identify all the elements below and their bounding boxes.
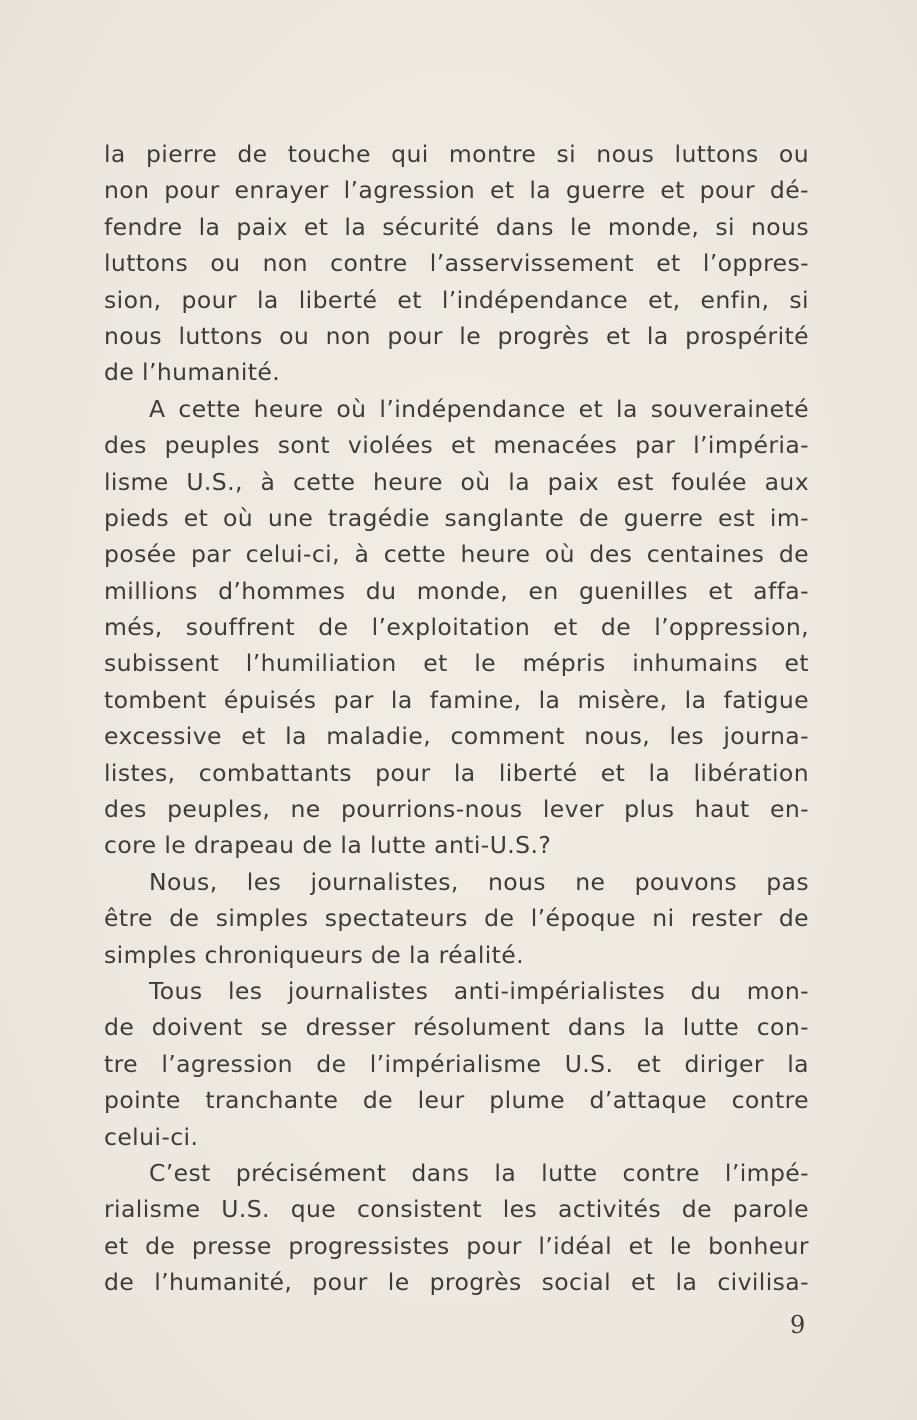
text-line: subissent l’humiliation et le mépris inhumains et (104, 649, 809, 678)
text-line: Tous les journalistes anti-impérialistes du mon- (149, 976, 809, 1005)
text-line: de l’humanité, pour le progrès social et la civilisa- (104, 1268, 809, 1297)
text-line: A cette heure où l’indépendance et la souveraineté (149, 394, 809, 423)
text-line: core le drapeau de la lutte anti-U.S.? (104, 831, 552, 860)
text-line: être de simples spectateurs de l’époque ni rester de (104, 904, 809, 933)
text-line: Nous, les journalistes, nous ne pouvons pas (149, 867, 809, 896)
text-line: des peuples sont violées et menacées par l’impéria- (104, 431, 809, 460)
text-line: simples chroniqueurs de la réalité. (104, 940, 525, 969)
text-line: posée par celui-ci, à cette heure où des centaines de (104, 540, 809, 569)
text-line: pointe tranchante de leur plume d’attaque contre (104, 1086, 809, 1115)
text-line: C’est précisément dans la lutte contre l’impé- (149, 1158, 809, 1187)
text-line: luttons ou non contre l’asservissement et l’oppres- (104, 249, 809, 278)
text-line: listes, combattants pour la liberté et la libération (104, 758, 809, 787)
text-line: de l’humanité. (104, 358, 281, 387)
text-line: lisme U.S., à cette heure où la paix est foulée aux (104, 467, 809, 496)
text-line: tombent épuisés par la famine, la misère, la fatigue (104, 685, 809, 714)
text-line: celui-ci. (104, 1122, 199, 1151)
text-line: excessive et la maladie, comment nous, les journa- (104, 722, 809, 751)
text-line: et de presse progressistes pour l’idéal et le bonheur (104, 1231, 809, 1260)
text-line: fendre la paix et la sécurité dans le monde, si nous (104, 212, 809, 241)
text-line: nous luttons ou non pour le progrès et la prospérité (104, 321, 809, 350)
text-line: de doivent se dresser résolument dans la lutte con- (104, 1013, 809, 1042)
text-line: la pierre de touche qui montre si nous luttons ou (104, 140, 809, 168)
text-line: non pour enrayer l’agression et la guerre et pour dé- (104, 176, 809, 205)
text-line: tre l’agression de l’impérialisme U.S. et diriger la (104, 1049, 809, 1078)
text-line: més, souffrent de l’exploitation et de l’oppression, (104, 613, 809, 642)
text-line: pieds et où une tragédie sanglante de guerre est im- (104, 503, 809, 532)
body-text (104, 136, 809, 1301)
page-number: 9 (790, 1311, 806, 1339)
text-line: des peuples, ne pourrions-nous lever plus haut en- (104, 795, 809, 824)
text-line: millions d’hommes du monde, en guenilles et affa- (104, 576, 809, 605)
text-line: rialisme U.S. que consistent les activités de parole (104, 1195, 809, 1224)
text-line: sion, pour la liberté et l’indépendance et, enfin, si (104, 285, 809, 314)
